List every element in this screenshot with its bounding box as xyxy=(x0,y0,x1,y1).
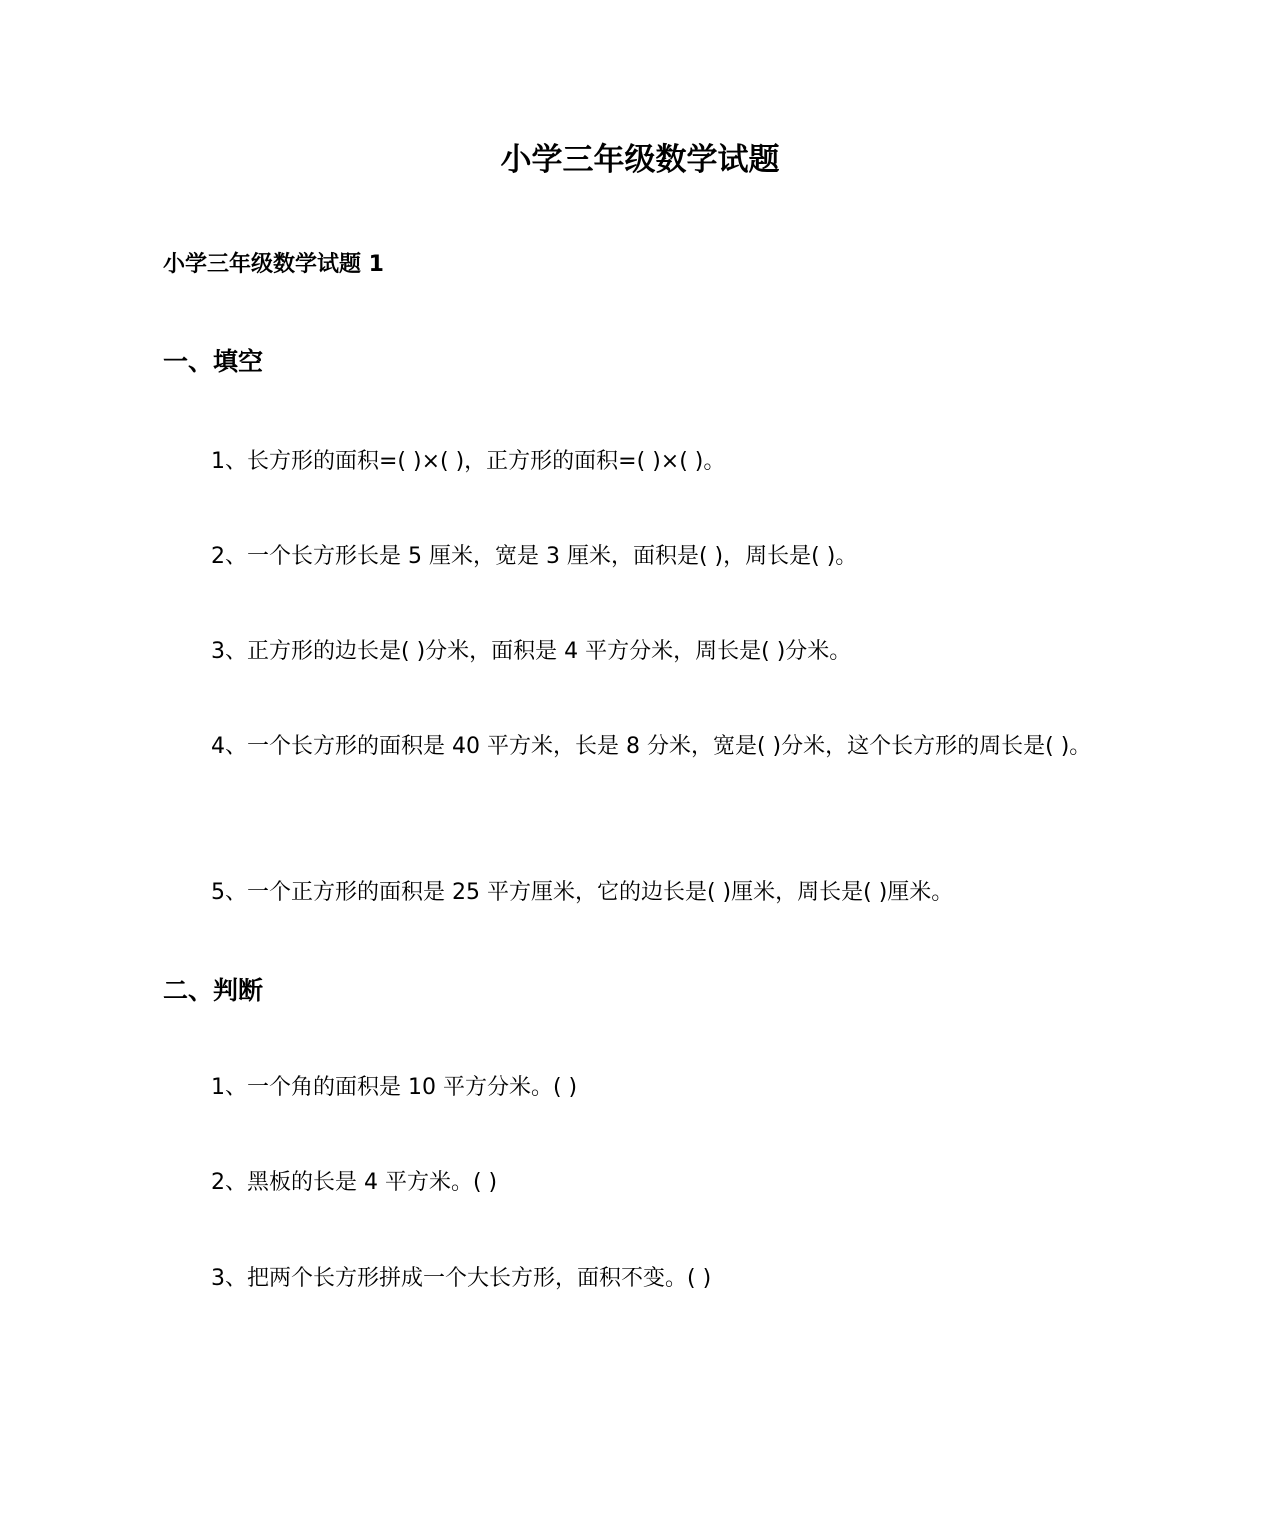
question-item: 3、正方形的边长是( )分米，面积是 4 平方分米，周长是( )分米。 xyxy=(211,639,852,664)
question-item: 2、一个长方形长是 5 厘米，宽是 3 厘米，面积是( )，周长是( )。 xyxy=(211,544,858,569)
question-item: 5、一个正方形的面积是 25 平方厘米，它的边长是( )厘米，周长是( )厘米。 xyxy=(211,880,954,905)
section-heading-fill-in: 一、填空 xyxy=(163,347,264,376)
question-item: 2、黑板的长是 4 平方米。( ) xyxy=(211,1170,498,1195)
section-heading-true-false: 二、判断 xyxy=(163,976,264,1005)
document-title: 小学三年级数学试题 xyxy=(500,142,780,178)
question-item: 3、把两个长方形拼成一个大长方形，面积不变。( ) xyxy=(211,1266,712,1291)
document-subtitle: 小学三年级数学试题 1 xyxy=(163,252,384,277)
question-item: 4、一个长方形的面积是 40 平方米，长是 8 分米，宽是( )分米，这个长方形的周长是( )。 xyxy=(211,734,1092,759)
question-item: 1、一个角的面积是 10 平方分米。( ) xyxy=(211,1075,578,1100)
question-item: 1、长方形的面积=( )×( )，正方形的面积=( )×( )。 xyxy=(211,449,726,474)
